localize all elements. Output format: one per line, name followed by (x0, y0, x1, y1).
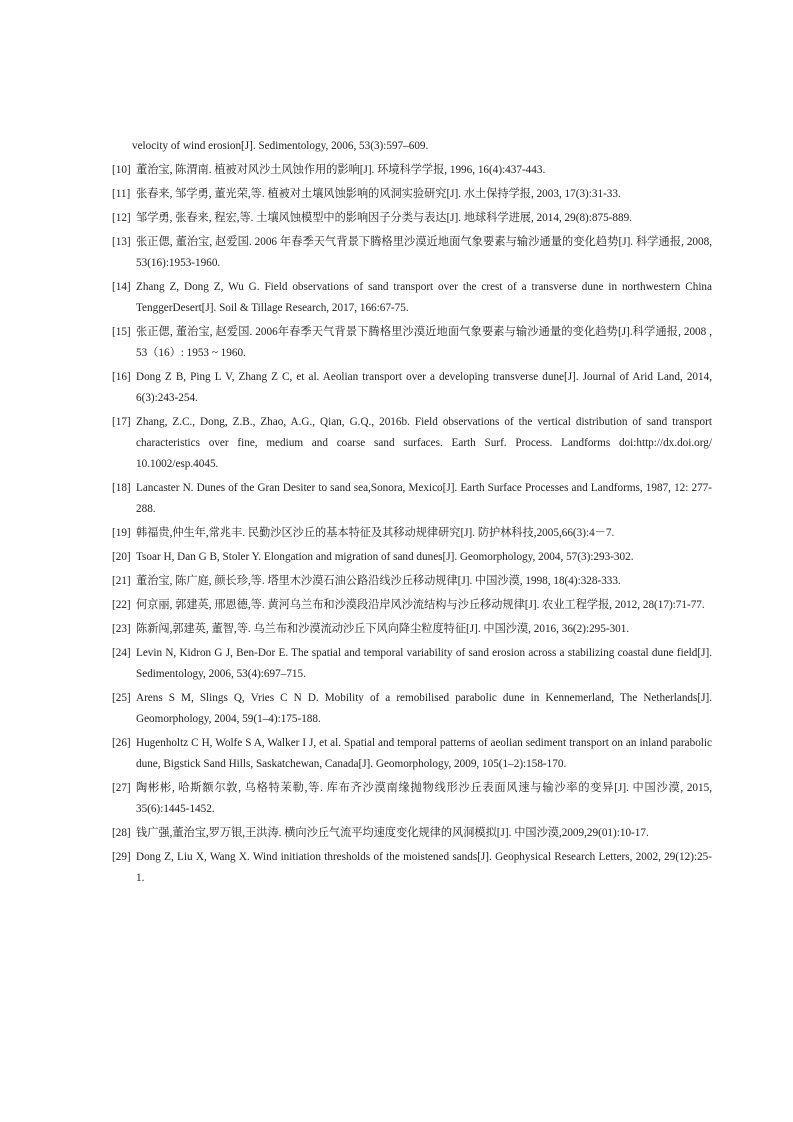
reference-number: [16] (112, 371, 131, 383)
reference-text: 何京丽, 郭建英, 邢恩德,等. 黄河乌兰布和沙漠段沿岸风沙流结构与沙丘移动规律[J]. 农业工程学报, 2012, 28(17):71-77. (136, 599, 705, 611)
reference-continuation: velocity of wind erosion[J]. Sedimentology, 2006, 53(3):597–609. (132, 140, 429, 152)
reference-number: [15] (112, 326, 131, 338)
reference-number: [26] (112, 737, 131, 749)
reference-list (112, 136, 712, 892)
reference-item (112, 823, 712, 844)
reference-item (112, 733, 712, 775)
reference-text: 张正偲, 董治宝, 赵爱国. 2006年春季天气背景下腾格里沙漠近地面气象要素与输沙通量的变化趋势[J].科学通报, 2008 , 53（16）: 1953 ~ 1960. (136, 326, 712, 359)
reference-text: Dong Z, Liu X, Wang X. Wind initiation thresholds of the moistened sands[J]. Geophysical Research Letters, 2002, 29(12):25-1. (136, 851, 712, 884)
reference-text: 陶彬彬, 哈斯额尔敦, 乌格特茉勒,等. 库布齐沙漠南缘抛物线形沙丘表面风速与输沙率的变异[J]. 中国沙漠, 2015, 35(6):1445-1452. (136, 782, 712, 815)
reference-item (112, 688, 712, 730)
reference-number: [12] (112, 212, 131, 224)
reference-text: Tsoar H, Dan G B, Stoler Y. Elongation and migration of sand dunes[J]. Geomorphology, 2004, 57(3):293-302. (136, 551, 634, 563)
reference-item (112, 367, 712, 409)
reference-text: Dong Z B, Ping L V, Zhang Z C, et al. Aeolian transport over a developing transverse dune[J]. Journal of Arid Land, 2014, 6(3):243-254. (136, 371, 712, 404)
reference-number: [23] (112, 623, 131, 635)
reference-number: [24] (112, 647, 131, 659)
reference-item (112, 847, 712, 889)
reference-text: 邹学勇, 张春来, 程宏,等. 土壤风蚀模型中的影响因子分类与表达[J]. 地球科学进展, 2014, 29(8):875-889. (136, 212, 632, 224)
reference-item (112, 232, 712, 274)
reference-number: [17] (112, 416, 131, 428)
reference-text: 钱广强,董治宝,罗万银,王洪涛. 横向沙丘气流平均速度变化规律的风洞模拟[J]. 中国沙漠,2009,29(01):10-17. (136, 827, 649, 839)
reference-item (112, 547, 712, 568)
reference-number: [18] (112, 482, 131, 494)
reference-number: [19] (112, 527, 131, 539)
reference-text: Levin N, Kidron G J, Ben-Dor E. The spatial and temporal variability of sand erosion across a stabilizing coastal dune field[J]. Sedimentology, 2006, 53(4):697–715. (136, 647, 712, 680)
reference-text: Hugenholtz C H, Wolfe S A, Walker I J, et al. Spatial and temporal patterns of aeolian sediment transport on an inland parabolic dune, Bigstick Sand Hills, Saskatchewan, Canada[J]. Geomorphology, 2009, 105(1–2):158-170. (136, 737, 712, 770)
reference-number: [11] (112, 188, 131, 200)
reference-item (112, 523, 712, 544)
reference-number: [14] (112, 281, 131, 293)
reference-item (112, 778, 712, 820)
reference-item (112, 322, 712, 364)
reference-text: 董治宝, 陈广庭, 颜长珍,等. 塔里木沙漠石油公路沿线沙丘移动规律[J]. 中国沙漠, 1998, 18(4):328-333. (136, 575, 621, 587)
reference-number: [22] (112, 599, 131, 611)
reference-item (112, 184, 712, 205)
reference-number: [13] (112, 236, 131, 248)
reference-text: Lancaster N. Dunes of the Gran Desiter to sand sea,Sonora, Mexico[J]. Earth Surface Processes and Landforms, 1987, 12: 277-288. (136, 482, 712, 515)
reference-item (112, 277, 712, 319)
reference-item (112, 643, 712, 685)
reference-item (112, 619, 712, 640)
reference-item (112, 595, 712, 616)
reference-number: [25] (112, 692, 131, 704)
reference-text: 张正偲, 董治宝, 赵爱国. 2006 年春季天气背景下腾格里沙漠近地面气象要素与输沙通量的变化趋势[J]. 科学通报, 2008, 53(16):1953-1960. (136, 236, 712, 269)
reference-text: Zhang, Z.C., Dong, Z.B., Zhao, A.G., Qian, G.Q., 2016b. Field observations of the vertical distribution of sand transport characteristics over fine, medium and coarse sand surfaces. Earth Surf. Process. Landforms doi:http://dx.doi.org/ 10.1002/esp.4045. (136, 416, 712, 470)
reference-item (112, 160, 712, 181)
reference-number: [28] (112, 827, 131, 839)
reference-number: [21] (112, 575, 131, 587)
reference-text: 张春来, 邹学勇, 董光荣,等. 植被对土壤风蚀影响的风洞实验研究[J]. 水土保持学报, 2003, 17(3):31-33. (136, 188, 621, 200)
reference-number: [29] (112, 851, 131, 863)
reference-item (112, 208, 712, 229)
reference-item (112, 412, 712, 475)
reference-text: 陈新闯,郭建英, 董智,等. 乌兰布和沙漠流动沙丘下风向降尘粒度特征[J]. 中国沙漠, 2016, 36(2):295-301. (136, 623, 630, 635)
reference-text: 韩福贵,仲生年,常兆丰. 民勤沙区沙丘的基本特征及其移动规律研究[J]. 防护林科技,2005,66(3):4－7. (136, 527, 615, 539)
reference-text: Arens S M, Slings Q, Vries C N D. Mobility of a remobilised parabolic dune in Kennemerland, The Netherlands[J]. Geomorphology, 2004, 59(1–4):175-188. (136, 692, 712, 725)
reference-text: Zhang Z, Dong Z, Wu G. Field observations of sand transport over the crest of a transverse dune in northwestern China TenggerDesert[J]. Soil & Tillage Research, 2017, 166:67-75. (136, 281, 712, 314)
reference-text: 董治宝, 陈渭南. 植被对风沙土风蚀作用的影响[J]. 环境科学学报, 1996, 16(4):437-443. (136, 164, 546, 176)
reference-number: [20] (112, 551, 131, 563)
reference-number: [27] (112, 782, 131, 794)
reference-item (112, 478, 712, 520)
reference-item (112, 571, 712, 592)
reference-number: [10] (112, 164, 131, 176)
